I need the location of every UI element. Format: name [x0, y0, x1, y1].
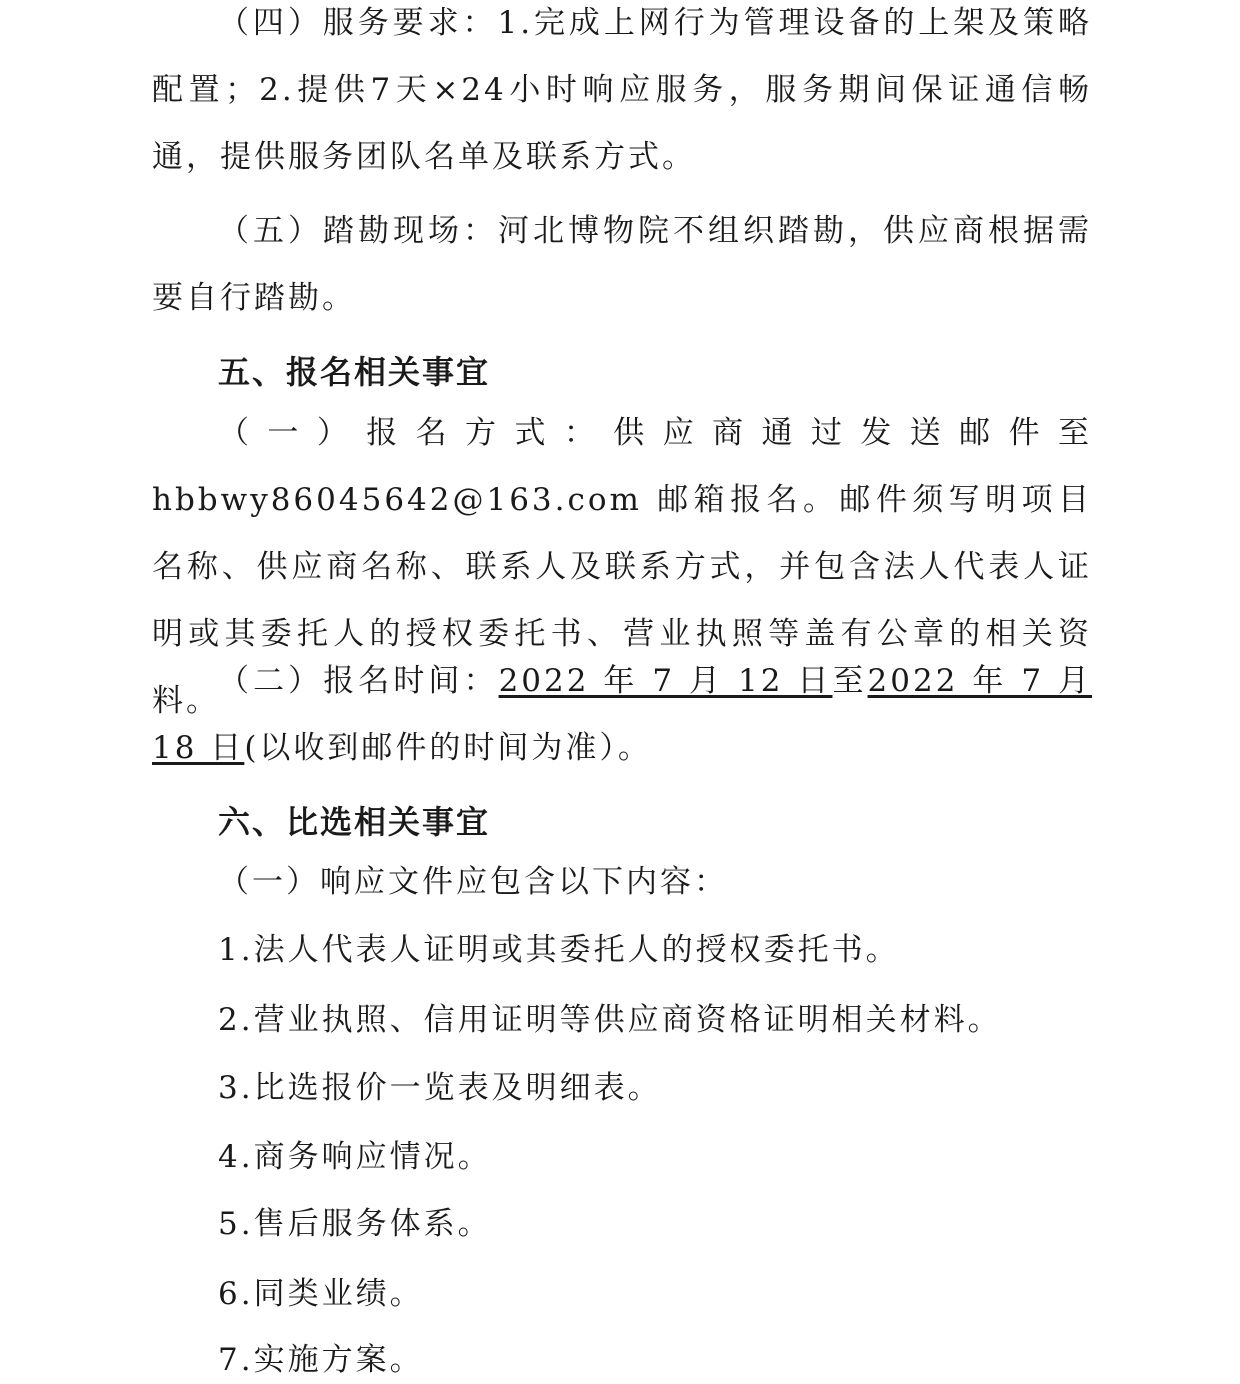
list-item: 5.售后服务体系。 [218, 1206, 492, 1242]
service-requirements-paragraph: （四）服务要求：1.完成上网行为管理设备的上架及策略配置；2.提供7天×24小时响应服务，服务期间保证通信畅通，提供服务团队名单及联系方式。 [152, 5, 1092, 175]
section-heading-registration: 五、报名相关事宜 [218, 353, 491, 391]
registration-time-to: 至 [832, 663, 868, 699]
registration-end-date: 2022 年 7 月 18 日 [152, 663, 1093, 766]
registration-time-paragraph [152, 648, 1092, 782]
registration-method-paragraph: （一）报名方式：供应商通过发送邮件至hbbwy86045642@163.com 邮箱报名。邮件须写明项目名称、供应商名称、联系人及联系方式，并包含法人代表人证明或其委托人的授权委托书、营业执照等盖有公章的相关资料。 [152, 415, 1092, 719]
list-item: 6.同类业绩。 [218, 1276, 424, 1312]
list-item: 2.营业执照、信用证明等供应商资格证明相关材料。 [218, 1002, 1002, 1038]
section-heading-selection: 六、比选相关事宜 [218, 803, 491, 841]
registration-start-date: 2022 年 7 月 12 日 [498, 663, 833, 699]
registration-time-prefix: （二）报名时间： [218, 663, 499, 699]
response-documents-intro: （一）响应文件应包含以下内容： [218, 864, 728, 900]
site-inspection-paragraph: （五）踏勘现场：河北博物院不组织踏勘，供应商根据需要自行踏勘。 [152, 213, 1092, 316]
list-item: 1.法人代表人证明或其委托人的授权委托书。 [218, 932, 900, 968]
list-item: 4.商务响应情况。 [218, 1139, 492, 1175]
list-item: 3.比选报价一览表及明细表。 [218, 1070, 662, 1106]
registration-time-suffix: (以收到邮件的时间为准）。 [244, 730, 652, 766]
list-item: 7.实施方案。 [218, 1342, 424, 1378]
